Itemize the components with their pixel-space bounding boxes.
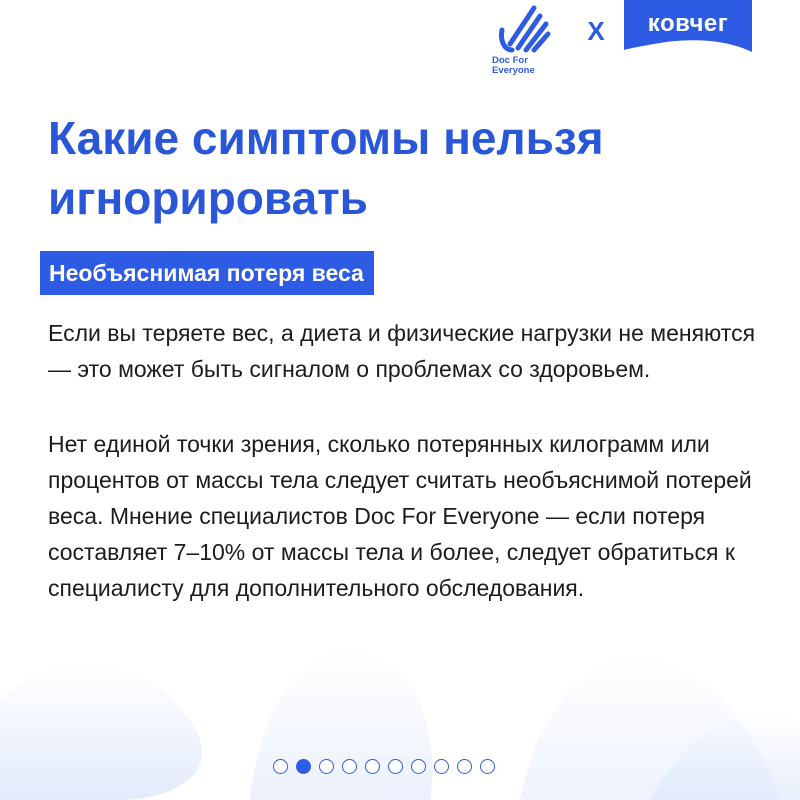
logo-line-2: Everyone: [492, 65, 535, 76]
kovcheg-wordmark: ковчег: [647, 10, 729, 37]
section-heading: Необъяснимая потеря веса: [40, 251, 374, 295]
pagination-dot-8[interactable]: [434, 759, 449, 774]
doc-for-everyone-wordmark: [492, 56, 554, 76]
pagination-dot-4[interactable]: [342, 759, 357, 774]
page-title: Какие симптомы нельзя игнорировать: [48, 112, 604, 224]
carousel-pagination: [273, 755, 495, 777]
doc-for-everyone-hand-icon: [496, 4, 552, 56]
pagination-dot-7[interactable]: [411, 759, 426, 774]
logo-line-1: Doc For: [492, 55, 528, 66]
pagination-dot-3[interactable]: [319, 759, 334, 774]
paragraph-1: Если вы теряете вес, а диета и физические нагрузки не меняются — это может быть сигналом о проблемах со здоровьем.: [48, 320, 756, 382]
partnership-separator: X: [587, 16, 605, 46]
doc-for-everyone-logo: [492, 4, 554, 88]
pagination-dot-1[interactable]: [273, 759, 288, 774]
pagination-dot-6[interactable]: [388, 759, 403, 774]
paragraph-2: Нет единой точки зрения, сколько потерянных килограмм или процентов от массы тела следует считать необъяснимой потерей веса. Мнение специалистов Doc For Everyone — если потеря составляет 7–10% от массы тела и более, следует обратиться к специалисту для дополнительного обследования.: [48, 431, 752, 601]
pagination-dot-9[interactable]: [457, 759, 472, 774]
pagination-dot-5[interactable]: [365, 759, 380, 774]
pagination-dot-2[interactable]: [296, 759, 311, 774]
kovcheg-logo: [624, 0, 752, 52]
pagination-dot-10[interactable]: [480, 759, 495, 774]
